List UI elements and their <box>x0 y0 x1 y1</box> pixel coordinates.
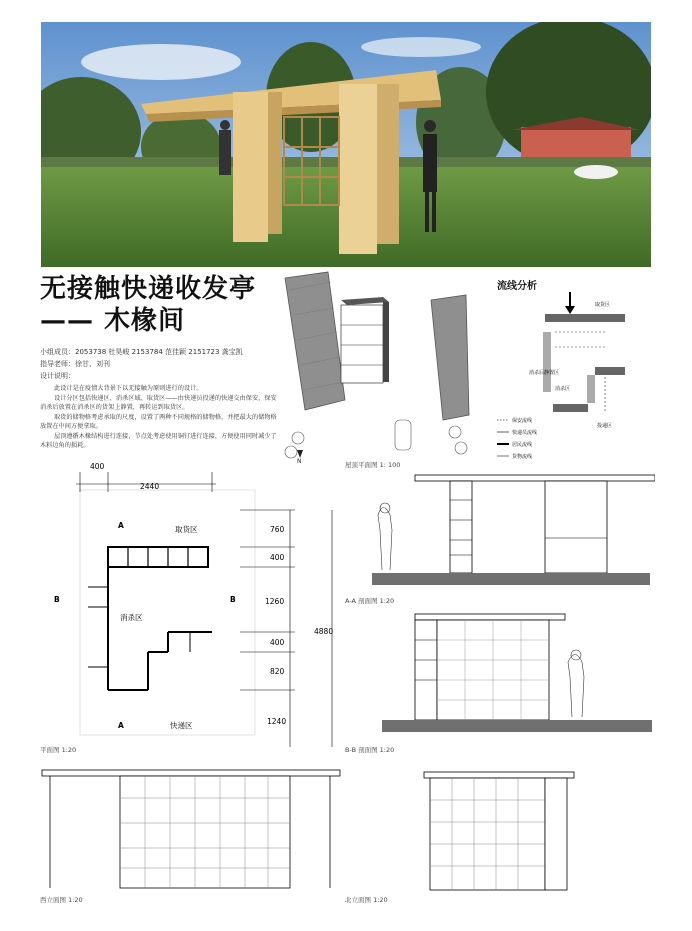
design-paragraph: 此设计是在疫情大背景下以无接触为原则进行的设计。 <box>54 385 203 392</box>
dim-2440: 2440 <box>140 482 160 491</box>
roof-plan-drawing <box>283 270 483 465</box>
plan-marker-b-left: B <box>54 595 60 604</box>
plan-marker-b-right: B <box>230 595 236 604</box>
project-subtitle: —— 木椽间 <box>40 306 186 336</box>
dim-400: 400 <box>90 462 105 471</box>
dim-820: 820 <box>270 667 285 676</box>
north-elevation-drawing <box>422 770 577 895</box>
flow-analysis-title: 流线分析 <box>497 281 537 292</box>
legend-guard: 保安流线 <box>512 418 533 424</box>
flow-zone-pickup: 取货区 <box>595 302 611 308</box>
design-paragraph: 屋顶遵循木椽结构进行连接，节点处考虑使用铜钉进行连接，方便使用同时减少了木料边角的损耗。 <box>40 433 277 449</box>
legend-goods: 货物流线 <box>512 454 533 460</box>
flow-zone-rest: 消杀后静置区 <box>529 370 560 376</box>
north-elevation-caption: 北立面图 1:20 <box>345 896 388 904</box>
section-bb-caption: B-B 剖面图 1:20 <box>345 746 395 754</box>
section-bb-drawing <box>380 612 660 742</box>
plan-zone-delivery: 快递区 <box>170 721 193 730</box>
section-aa-caption: A-A 剖面图 1:20 <box>345 597 395 605</box>
dim-4880: 4880 <box>314 627 334 636</box>
west-elevation-caption: 西立面图 1:20 <box>40 896 83 904</box>
roof-plan-caption: 屋顶平面图 1: 100 <box>345 461 401 469</box>
flow-zone-delivery: 投递区 <box>597 423 613 429</box>
dim-400: 400 <box>270 638 285 647</box>
design-label: 设计说明： <box>40 372 75 380</box>
west-elevation-drawing <box>40 768 345 893</box>
advisors: 指导老师：徐甘、刘刊 <box>40 360 110 368</box>
legend-courier: 快递员流线 <box>512 430 538 436</box>
dim-760: 760 <box>270 525 285 534</box>
flow-analysis-diagram <box>495 292 645 462</box>
dim-1260: 1260 <box>265 597 285 606</box>
plan-caption: 平面图 1:20 <box>40 746 77 754</box>
section-aa-drawing <box>370 470 655 590</box>
design-paragraph: 取货的储物格考虑承取的尺度，设置了两种不同规格的储物格，并把最大的储物格放置在中间方便拿取。 <box>40 414 277 430</box>
floor-plan-drawing <box>40 462 340 747</box>
team-members: 小组成员：2053738 杜昊峻 2153784 范佳颖 2151723 龚宝凯 <box>40 348 243 356</box>
dim-400: 400 <box>270 553 285 562</box>
plan-marker-a-top: A <box>118 521 124 530</box>
plan-zone-disinfect: 消杀区 <box>120 613 143 622</box>
plan-marker-a-bottom: A <box>118 721 124 730</box>
project-title: 无接触快递收发亭 <box>40 274 257 304</box>
plan-zone-pickup: 取货区 <box>175 525 198 534</box>
dim-1240: 1240 <box>267 717 287 726</box>
render-illustration <box>41 22 651 267</box>
flow-zone-disinfect: 消杀区 <box>555 386 571 392</box>
north-arrow-label: N <box>297 458 302 465</box>
legend-resident: 居民流线 <box>512 442 533 448</box>
design-paragraph: 设计分区包括快递区、消杀区域、取货区——由快递员投递的快递交由保安，保安消杀后放置在消杀区的货架上静置，再转运到取货区。 <box>40 395 277 411</box>
